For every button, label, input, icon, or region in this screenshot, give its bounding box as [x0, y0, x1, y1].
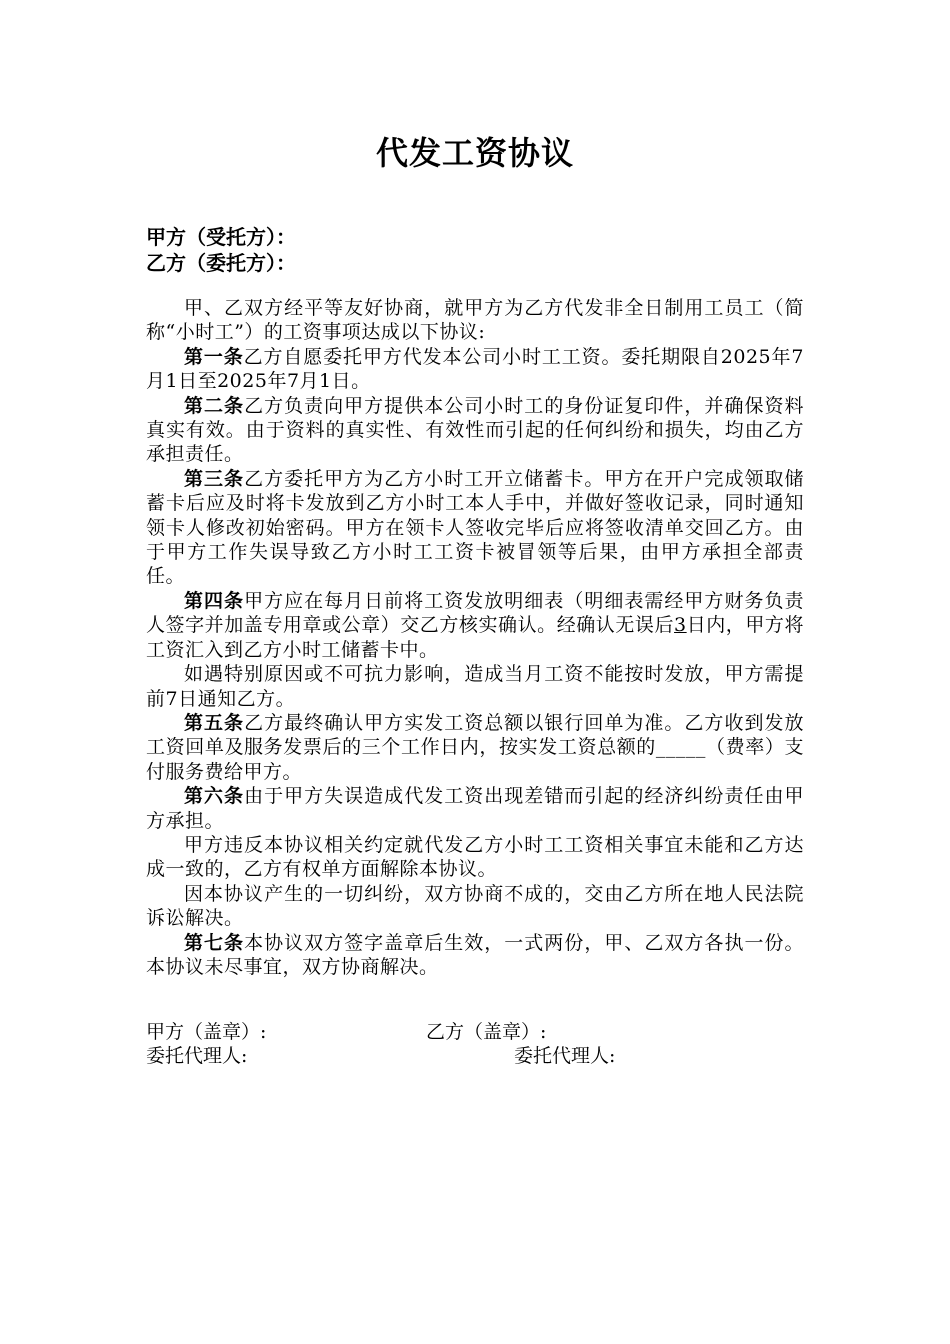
party-b-seal: 乙方（盖章）: — [426, 1021, 547, 1043]
agent-row — [146, 1044, 806, 1068]
article-4-paragraph-2: 如遇特别原因或不可抗力影响，造成当月工资不能按时发放，甲方需提前7日通知乙方。 — [146, 663, 804, 710]
article-2-label: 第二条 — [184, 394, 245, 417]
agreement-body — [146, 296, 804, 979]
article-6-paragraph-2: 甲方违反本协议相关约定就代发乙方小时工工资相关事宜未能和乙方达成一致的，乙方有权单方面解除本协议。 — [146, 833, 804, 881]
party-b-line: 乙方（委托方）： — [146, 251, 296, 275]
article-5-text: 乙方最终确认甲方实发工资总额以银行回单为准。乙方收到发放工资回单及服务发票后的三个工作日内，按实发工资总额的_____（费率）支付服务费给甲方。 — [146, 711, 804, 783]
article-6-text: 由于甲方失误造成代发工资出现差错而引起的经济纠纷责任由甲方承担。 — [146, 785, 804, 832]
article-6-paragraph-3: 因本协议产生的一切纠纷，双方协商不成的，交由乙方所在地人民法院诉讼解决。 — [146, 882, 804, 930]
article-5-label: 第五条 — [184, 711, 245, 734]
article-1-label: 第一条 — [184, 345, 244, 368]
article-1 — [146, 345, 804, 394]
article-7-label: 第七条 — [184, 931, 245, 954]
article-4-days: 3 — [674, 614, 687, 637]
article-6 — [146, 784, 804, 833]
intro-paragraph: 甲、乙双方经平等友好协商，就甲方为乙方代发非全日制用工员工（简称“小时工”）的工资事项达成以下协议: — [146, 297, 804, 344]
article-4-text-after: 日内，甲方将工资汇入到乙方小时工储蓄卡中。 — [146, 614, 804, 661]
article-3 — [146, 467, 804, 589]
article-7-text: 本协议双方签字盖章后生效，一式两份，甲、乙双方各执一份。本协议未尽事宜，双方协商解决。 — [146, 931, 804, 978]
party-a-seal: 甲方（盖章）: — [146, 1021, 267, 1043]
signature-block — [146, 1020, 806, 1068]
article-4 — [146, 589, 804, 662]
seal-row — [146, 1020, 806, 1044]
parties-block — [146, 224, 806, 276]
article-5 — [146, 711, 804, 784]
article-1-text: 乙方自愿委托甲方代发本公司小时工工资。委托期限自2025年7月1日至2025年7月1日。 — [146, 345, 804, 393]
party-b-agent: 委托代理人: — [514, 1045, 616, 1067]
party-a-agent: 委托代理人: — [146, 1045, 248, 1067]
article-2-text: 乙方负责向甲方提供本公司小时工的身份证复印件，并确保资料真实有效。由于资料的真实性、有效性而引起的任何纠纷和损失，均由乙方承担责任。 — [146, 394, 804, 466]
article-3-text: 乙方委托甲方为乙方小时工开立储蓄卡。甲方在开户完成领取储蓄卡后应及时将卡发放到乙方小时工本人手中，并做好签收记录，同时通知领卡人修改初始密码。甲方在领卡人签收完毕后应将签收清单交回乙方。由于甲方工作失误导致乙方小时工工资卡被冒领等后果，由甲方承担全部责任。 — [146, 467, 804, 588]
document-title: 代发工资协议 — [375, 134, 574, 172]
article-6-label: 第六条 — [184, 785, 245, 808]
article-2 — [146, 394, 804, 467]
article-7 — [146, 931, 804, 980]
article-3-label: 第三条 — [184, 467, 245, 490]
article-4-label: 第四条 — [184, 589, 245, 612]
article-4-text-before: 甲方应在每月日前将工资发放明细表（明细表需经甲方财务负责人签字并加盖专用章或公章）交乙方核实确认。经确认无误后 — [146, 589, 804, 637]
party-a-line: 甲方（受托方）： — [146, 225, 296, 249]
